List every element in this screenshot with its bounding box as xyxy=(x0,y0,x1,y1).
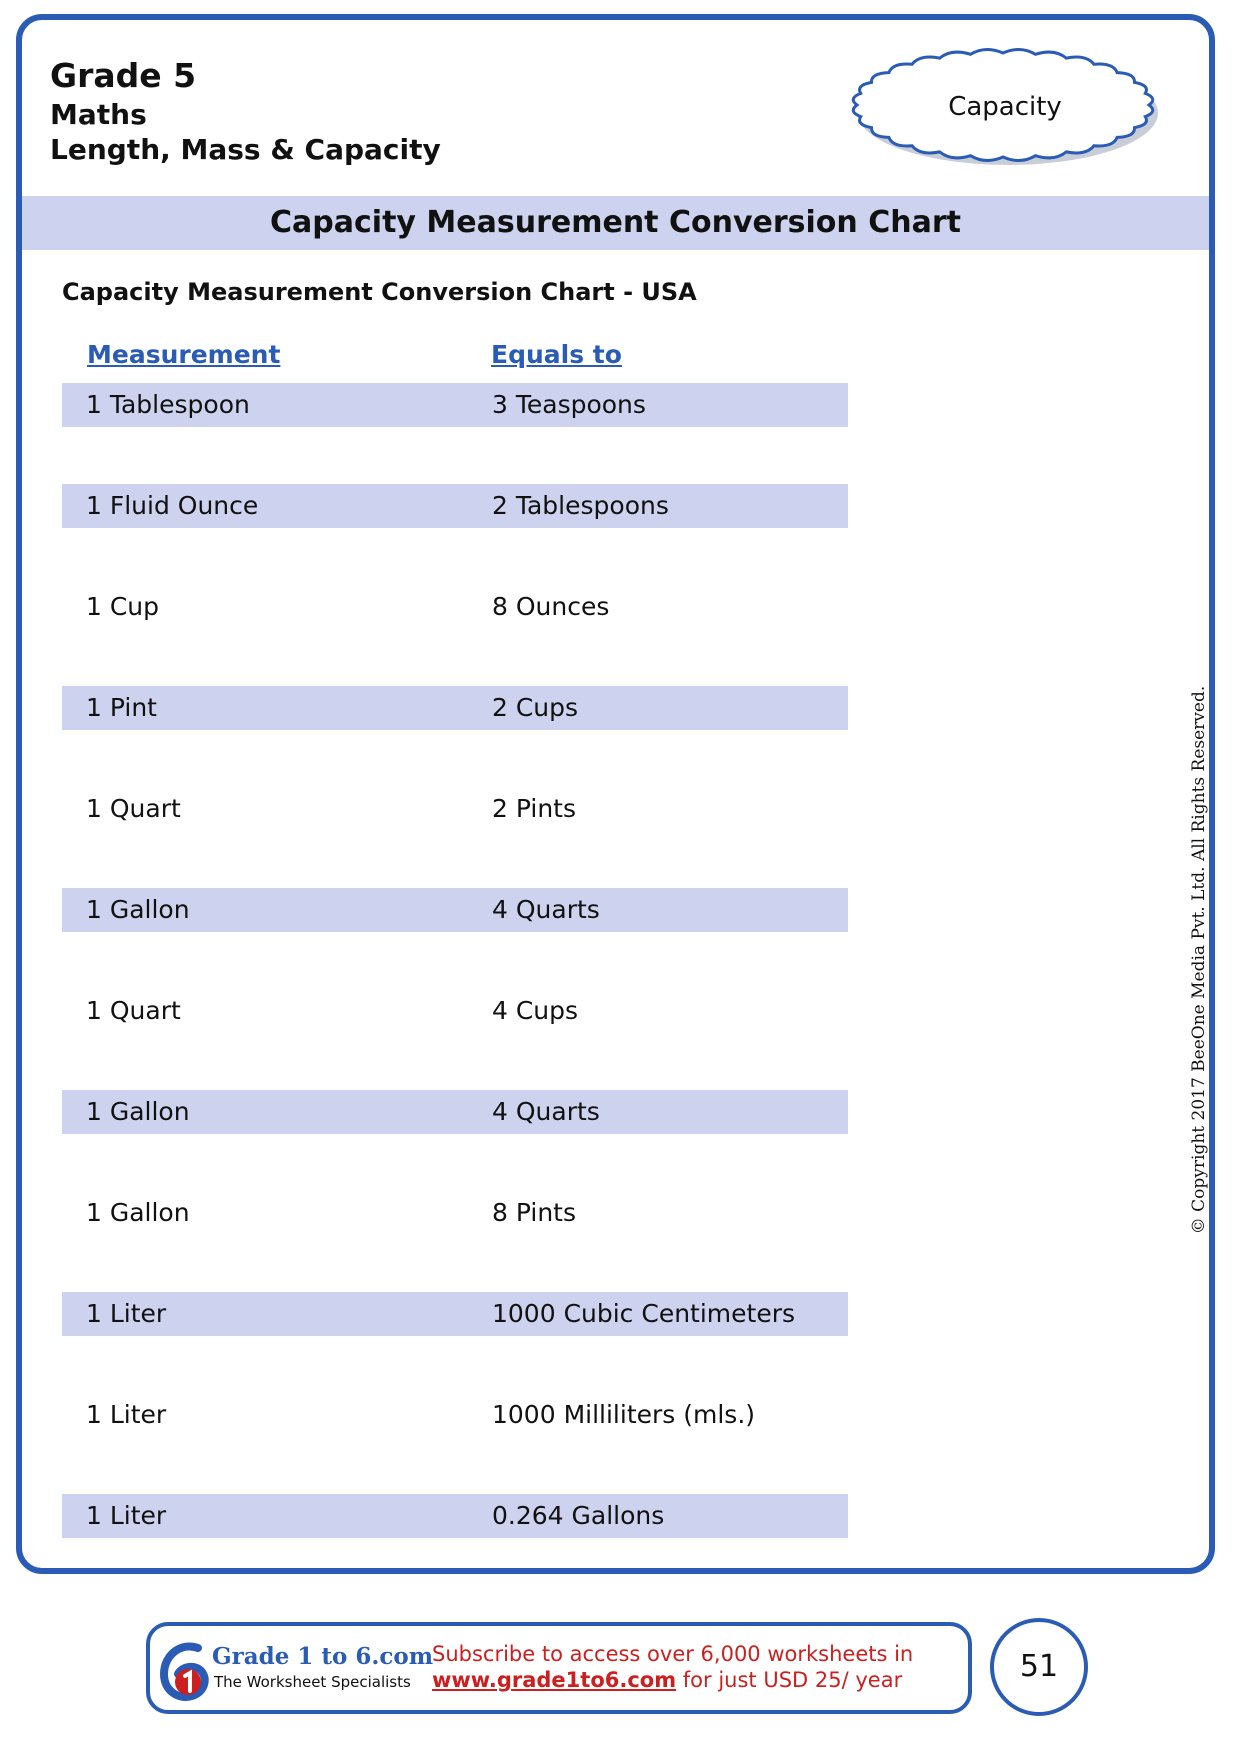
measurement-cell: 1 Gallon xyxy=(86,1198,190,1227)
copyright-notice: © Copyright 2017 BeeOne Media Pvt. Ltd. All Rights Reserved. xyxy=(1189,685,1209,1235)
website-link[interactable]: www.grade1to6.com xyxy=(432,1668,677,1692)
logo-name: Grade 1 to 6.com xyxy=(212,1643,434,1670)
equals-cell: 4 Cups xyxy=(492,996,579,1025)
title-band xyxy=(22,196,1209,250)
equals-cell: 4 Quarts xyxy=(492,895,600,924)
logo-tagline: The Worksheet Specialists xyxy=(214,1673,411,1691)
measurement-cell: 1 Gallon xyxy=(86,895,190,924)
column-header-equals-to: Equals to xyxy=(491,340,622,369)
table-row xyxy=(62,484,848,528)
table-row xyxy=(62,787,848,831)
measurement-cell: 1 Tablespoon xyxy=(86,390,250,419)
measurement-cell: 1 Gallon xyxy=(86,1097,190,1126)
equals-cell: 3 Teaspoons xyxy=(492,390,646,419)
subject-heading: Maths xyxy=(50,98,147,131)
table-row xyxy=(62,585,848,629)
equals-cell: 8 Ounces xyxy=(492,592,610,621)
column-header-measurement: Measurement xyxy=(87,340,281,369)
topic-heading: Length, Mass & Capacity xyxy=(50,133,441,166)
table-row xyxy=(62,989,848,1033)
page-title: Capacity Measurement Conversion Chart xyxy=(270,205,961,240)
table-row xyxy=(62,383,848,427)
equals-cell: 8 Pints xyxy=(492,1198,576,1227)
measurement-cell: 1 Fluid Ounce xyxy=(86,491,259,520)
measurement-cell: 1 Quart xyxy=(86,996,181,1025)
grade-heading: Grade 5 xyxy=(50,56,197,95)
equals-cell: 1000 Cubic Centimeters xyxy=(492,1299,796,1328)
page-number: 51 xyxy=(990,1618,1088,1716)
table-row xyxy=(62,1191,848,1235)
table-row xyxy=(62,1292,848,1336)
measurement-cell: 1 Quart xyxy=(86,794,181,823)
equals-cell: 1000 Milliliters (mls.) xyxy=(492,1400,756,1429)
equals-cell: 0.264 Gallons xyxy=(492,1501,665,1530)
table-row xyxy=(62,1494,848,1538)
table-row xyxy=(62,1090,848,1134)
promo-line: Subscribe to access over 6,000 worksheets in xyxy=(432,1642,914,1666)
table-row xyxy=(62,686,848,730)
measurement-cell: 1 Pint xyxy=(86,693,157,722)
table-row xyxy=(62,1393,848,1437)
promo-line-2 xyxy=(432,1667,902,1693)
equals-cell: 4 Quarts xyxy=(492,1097,600,1126)
measurement-cell: 1 Liter xyxy=(86,1501,167,1530)
equals-cell: 2 Cups xyxy=(492,693,579,722)
measurement-cell: 1 Liter xyxy=(86,1299,167,1328)
cloud-badge-label: Capacity xyxy=(948,92,1062,122)
equals-cell: 2 Tablespoons xyxy=(492,491,669,520)
table-row xyxy=(62,888,848,932)
grade1to6-logo-icon xyxy=(158,1640,214,1702)
conversion-table xyxy=(62,383,848,1595)
measurement-cell: 1 Liter xyxy=(86,1400,167,1429)
equals-cell: 2 Pints xyxy=(492,794,576,823)
subscribe-promo xyxy=(432,1641,914,1693)
measurement-cell: 1 Cup xyxy=(86,592,160,621)
chart-subtitle: Capacity Measurement Conversion Chart - USA xyxy=(62,278,697,306)
promo-price: for just USD 25/ year xyxy=(676,1668,903,1692)
